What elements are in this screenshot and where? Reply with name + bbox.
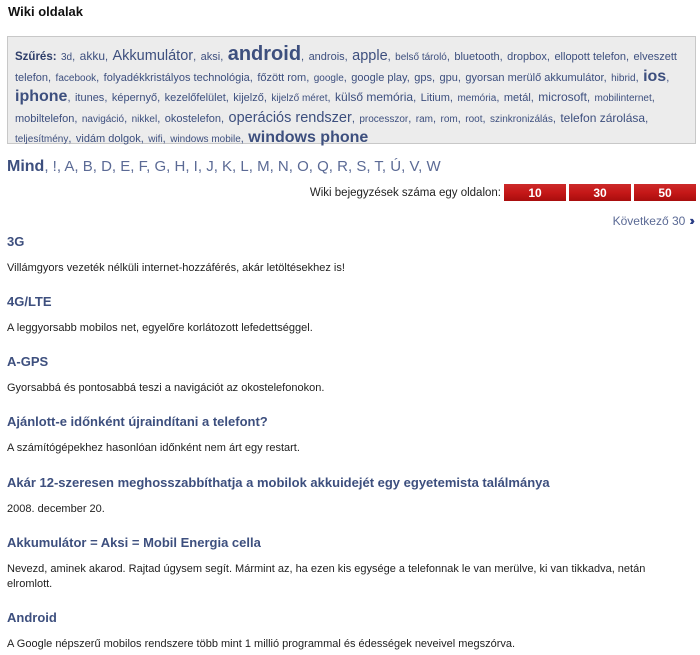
tag-link[interactable]: mobilinternet <box>594 93 652 104</box>
wiki-entry <box>7 354 693 414</box>
alphabet-letter-link[interactable]: L <box>240 158 249 175</box>
tag-link[interactable]: memória <box>457 93 497 104</box>
next-page-link[interactable] <box>613 213 692 228</box>
tag-separator: , <box>301 51 305 63</box>
tag-link[interactable]: gpu <box>439 71 458 84</box>
letter-separator: , <box>288 158 298 175</box>
letter-separator: , <box>232 158 241 175</box>
alphabet-letter-link[interactable]: F <box>138 158 147 175</box>
tag-separator: , <box>225 92 229 104</box>
wiki-entry-desc: A Google népszerű mobilos rendszere több mint 1 millió programmal és édességek neveivel megszórva. <box>7 638 516 650</box>
tag-separator: , <box>406 71 410 84</box>
letter-separator: , <box>418 158 427 175</box>
wiki-entry-list <box>7 234 693 655</box>
wiki-entry-title[interactable]: Akár 12-szeresen meghosszabbíthatja a mobilok akkuidejét egy egyetemista találmánya <box>7 475 550 490</box>
tag-separator: , <box>74 112 78 125</box>
letter-separator: , <box>111 158 121 175</box>
tag-separator: , <box>105 51 109 63</box>
wiki-entry <box>7 294 693 354</box>
alphabet-letter-link[interactable]: Q <box>317 158 329 175</box>
wiki-entry <box>7 535 693 610</box>
tag-separator: , <box>433 112 437 125</box>
tag-separator: , <box>48 71 52 84</box>
wiki-entry-title[interactable]: 3G <box>7 234 25 249</box>
tag-separator: , <box>157 92 161 104</box>
per-page-50-button[interactable]: 50 <box>634 184 696 201</box>
tag-link[interactable]: windows mobile <box>170 134 241 145</box>
tag-separator: , <box>387 51 391 63</box>
tag-separator: , <box>626 51 630 63</box>
next-page-label: Következő 30 <box>612 213 686 228</box>
tag-separator: , <box>72 51 76 63</box>
tag-link[interactable]: windows phone <box>248 129 369 146</box>
tag-link[interactable]: külső memória <box>335 90 414 104</box>
alphabet-letter-link[interactable]: K <box>222 158 233 175</box>
tag-separator: , <box>249 71 253 84</box>
tag-link[interactable]: teljesítmény <box>15 134 69 145</box>
tag-link[interactable]: gps <box>414 71 432 84</box>
tag-link[interactable]: facebook <box>55 72 97 84</box>
wiki-entry-desc: Gyorsabbá és pontosabbá teszi a navigációt az okostelefonokon. <box>7 382 325 394</box>
alphabet-letter-link[interactable]: H <box>174 158 186 175</box>
tag-separator: , <box>457 71 461 84</box>
tag-separator: , <box>344 51 348 63</box>
tag-link[interactable]: dropbox <box>507 51 547 63</box>
tag-separator: , <box>220 112 225 125</box>
tag-separator: , <box>306 71 310 84</box>
tag-link[interactable]: android <box>227 43 302 65</box>
tag-link[interactable]: Litium <box>420 92 450 104</box>
tag-separator: , <box>240 133 244 145</box>
tag-link[interactable]: wifi <box>148 134 163 145</box>
alphabet-nav <box>7 158 441 176</box>
page-title: Wiki oldalak <box>8 4 84 19</box>
tag-link[interactable]: apple <box>352 48 388 64</box>
tag-separator: , <box>496 92 500 104</box>
tag-link[interactable]: microsoft <box>538 90 587 104</box>
tag-separator: , <box>666 71 670 84</box>
letter-separator: , <box>248 158 258 175</box>
letter-separator: , <box>401 158 410 175</box>
tag-separator: , <box>449 92 453 104</box>
tag-link[interactable]: ram <box>415 113 433 125</box>
tag-separator: , <box>645 112 649 125</box>
alphabet-letter-link[interactable]: ! <box>52 158 57 175</box>
letter-separator: , <box>92 158 102 175</box>
tag-cloud <box>15 43 677 146</box>
tag-separator: , <box>157 112 161 125</box>
wiki-entry-desc: Nevezd, aminek akarod. Rajtad úgysem segít. Mármint az, ha ezen kis egysége a telefonnak le van merülve, ki van tikkadva, netán elromlott. <box>7 563 646 590</box>
tag-link[interactable]: androis <box>308 51 345 63</box>
wiki-entry-title[interactable]: A-GPS <box>7 354 49 369</box>
wiki-entry-desc: A leggyorsabb mobilos net, egyelőre korlátozott lefedettséggel. <box>7 322 313 334</box>
tag-separator: , <box>499 51 503 63</box>
per-page-10-button[interactable]: 10 <box>504 184 566 201</box>
tag-link[interactable]: kijelző méret <box>271 93 328 104</box>
wiki-entry-desc: 2008. december 20. <box>7 503 105 515</box>
letter-separator: , <box>269 158 278 175</box>
letter-separator: , <box>328 158 338 175</box>
tag-link[interactable]: folyadékkristályos technológia <box>103 71 250 84</box>
tag-separator: , <box>124 112 128 125</box>
alphabet-letter-link[interactable]: G <box>154 158 167 175</box>
alphabet-letter-link[interactable]: J <box>206 158 214 175</box>
tag-link[interactable]: mobiltelefon <box>15 112 75 125</box>
tag-link[interactable]: aksi <box>200 51 221 63</box>
alphabet-letter-link[interactable]: V <box>409 158 419 175</box>
alphabet-letter-link[interactable]: A <box>64 158 75 175</box>
tag-separator: , <box>603 71 607 84</box>
tag-separator: , <box>432 71 436 84</box>
wiki-entry-desc: Villámgyors vezeték nélküli internet-hozzáférés, akár letöltésekhez is! <box>7 262 345 274</box>
letter-separator: , <box>130 158 139 175</box>
tag-link[interactable]: vidám dolgok <box>75 133 141 145</box>
tag-link[interactable]: root <box>465 113 483 125</box>
tag-separator: , <box>220 51 224 63</box>
tag-link[interactable]: operációs rendszer <box>228 109 352 126</box>
alphabet-all-link[interactable]: Mind <box>7 158 45 175</box>
tag-link[interactable]: gyorsan merülő akkumulátor <box>465 71 604 84</box>
tag-separator: , <box>96 71 100 84</box>
tag-separator: , <box>193 51 197 63</box>
wiki-entry <box>7 234 693 294</box>
tag-separator: , <box>104 92 108 104</box>
tag-separator: , <box>351 112 355 125</box>
wiki-entry-title[interactable]: Akkumulátor = Aksi = Mobil Energia cella <box>7 535 261 550</box>
letter-separator: , <box>166 158 175 175</box>
tag-separator: , <box>635 71 639 84</box>
wiki-entry <box>7 610 693 655</box>
tag-link[interactable]: nikkel <box>131 113 158 125</box>
letter-separator: , <box>213 158 223 175</box>
letter-separator: , <box>185 158 194 175</box>
tag-link[interactable]: itunes <box>74 92 105 104</box>
tag-link[interactable]: Akkumulátor <box>112 48 194 64</box>
tag-separator: , <box>446 51 450 63</box>
tag-separator: , <box>530 92 534 104</box>
letter-separator: , <box>56 158 65 175</box>
tag-separator: , <box>546 51 550 63</box>
tag-separator: , <box>140 133 144 145</box>
alphabet-letter-link[interactable]: S <box>356 158 367 175</box>
tag-link[interactable]: 3d <box>61 52 73 63</box>
tag-link[interactable]: google <box>313 72 344 84</box>
alphabet-letter-link[interactable]: B <box>82 158 93 175</box>
alphabet-letter-link[interactable]: T <box>374 158 382 175</box>
tag-link[interactable]: telefon zárolása <box>560 110 646 125</box>
tag-link[interactable]: ios <box>643 67 667 85</box>
letter-separator: , <box>366 158 375 175</box>
wiki-entry-title[interactable]: 4G/LTE <box>7 294 52 309</box>
tag-separator: , <box>482 112 486 125</box>
tag-separator: , <box>67 92 71 104</box>
alphabet-letter-link[interactable]: O <box>297 158 309 175</box>
alphabet-letter-link[interactable]: I <box>193 158 198 175</box>
tag-link[interactable]: képernyő <box>111 92 158 104</box>
per-page-label: Wiki bejegyzések száma egy oldalon: <box>309 186 501 199</box>
alphabet-letter-link[interactable]: Ú <box>390 158 402 175</box>
tag-link[interactable]: kezelőfelület <box>164 92 226 104</box>
tag-link[interactable]: rom <box>440 113 458 125</box>
per-page-selector <box>310 184 696 201</box>
wiki-entry-title[interactable]: Ajánlott-e időnként újraindítani a telefont? <box>7 414 268 429</box>
letter-separator: , <box>197 158 207 175</box>
tag-link[interactable]: metál <box>503 92 531 104</box>
tag-link[interactable]: kijelző <box>233 92 264 104</box>
tag-separator: , <box>552 112 556 125</box>
per-page-30-button[interactable]: 30 <box>569 184 631 201</box>
letter-separator: , <box>74 158 83 175</box>
tag-link[interactable]: akku <box>79 49 105 63</box>
tag-link[interactable]: google play <box>351 71 407 84</box>
tag-link[interactable]: hibrid <box>611 72 636 84</box>
wiki-entry-desc: A számítógépekhez hasonlóan időnként nem árt egy restart. <box>7 442 300 454</box>
tag-link[interactable]: elveszett telefon <box>15 51 677 84</box>
alphabet-letter-link[interactable]: R <box>337 158 348 175</box>
letter-separator: , <box>347 158 357 175</box>
tag-link[interactable]: belső tároló <box>395 52 447 63</box>
tag-link[interactable]: okostelefon <box>164 112 221 125</box>
alphabet-letter-link[interactable]: E <box>120 158 131 175</box>
letter-separator: , <box>308 158 318 175</box>
tag-link[interactable]: bluetooth <box>454 51 500 63</box>
tag-separator: , <box>343 71 347 84</box>
alphabet-letter-link[interactable]: N <box>277 158 289 175</box>
tag-link[interactable]: főzött rom <box>257 71 307 84</box>
tag-separator: , <box>162 133 166 145</box>
tag-separator: , <box>413 92 417 104</box>
tag-link[interactable]: iphone <box>15 88 68 105</box>
letter-separator: , <box>146 158 155 175</box>
tag-link[interactable]: ellopott telefon <box>554 51 626 63</box>
tag-link[interactable]: navigáció <box>81 113 125 125</box>
double-chevron-right-icon: ›› <box>689 213 692 228</box>
alphabet-letter-link[interactable]: M <box>257 158 270 175</box>
tag-separator: , <box>68 133 72 145</box>
wiki-entry <box>7 475 693 535</box>
tag-filter-box <box>7 36 696 144</box>
letter-separator: , <box>44 158 53 175</box>
tag-separator: , <box>651 92 655 104</box>
letter-separator: , <box>381 158 391 175</box>
alphabet-letter-link[interactable]: D <box>101 158 112 175</box>
tag-separator: , <box>586 92 591 104</box>
tag-link[interactable]: processzor <box>359 113 409 125</box>
alphabet-letter-link[interactable]: W <box>426 158 441 175</box>
wiki-entry <box>7 414 693 475</box>
filter-label: Szűrés: <box>15 51 57 63</box>
tag-link[interactable]: szinkronizálás <box>490 113 553 125</box>
tag-separator: , <box>327 92 331 104</box>
tag-separator: , <box>263 92 267 104</box>
wiki-entry-title[interactable]: Android <box>7 610 57 625</box>
tag-separator: , <box>408 112 412 125</box>
tag-separator: , <box>457 112 461 125</box>
